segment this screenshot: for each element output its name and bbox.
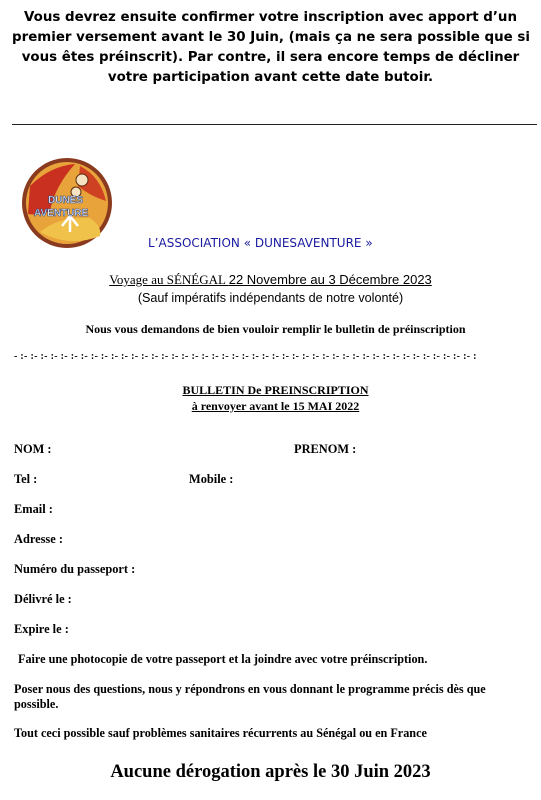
- field-nom: NOM :: [14, 442, 52, 456]
- field-mobile: Mobile :: [189, 472, 234, 486]
- field-email: Email :: [14, 502, 53, 516]
- association-title: L’ASSOCIATION « DUNESAVENTURE »: [148, 236, 373, 250]
- intro-line: premier versement avant le 30 Juin, (mais ça ne sera possible que si: [12, 30, 530, 45]
- request-text: Nous vous demandons de bien vouloir remplir le bulletin de préinscription: [85, 322, 466, 336]
- dunes-aventure-logo: [20, 156, 114, 250]
- field-adresse: Adresse :: [14, 532, 63, 546]
- sanitary-note: Tout ceci possible sauf problèmes sanitaires récurrents au Sénégal ou en France: [14, 726, 427, 740]
- footer-deadline: Aucune dérogation après le 30 Juin 2023: [110, 762, 431, 782]
- intro-line: Vous devrez ensuite confirmer votre inscription avec apport d’un: [23, 10, 517, 25]
- questions-line: Poser nous des questions, nous y répondrons en vous donnant le programme précis dès que: [14, 682, 486, 696]
- photocopy-instruction: Faire une photocopie de votre passeport et la joindre avec votre préinscription.: [18, 652, 428, 666]
- field-issued-date: Délivré le :: [14, 592, 72, 606]
- field-passport-number: Numéro du passeport :: [14, 562, 136, 576]
- logo-text-aventure: AVENTURE: [34, 208, 89, 219]
- bulletin-title: BULLETIN De PREINSCRIPTION: [182, 383, 369, 397]
- field-tel: Tel :: [14, 472, 38, 486]
- intro-line: vous êtes préinscrit). Par contre, il sera encore temps de décliner: [21, 50, 520, 65]
- horizontal-divider: [12, 124, 537, 125]
- dotted-separator: - :- :- :- :- :- :- :- :- :- :- :- :- :- :- :- :- :- :- :- :- :- :- :- :- :- :- :- :- :- :- :- :- :- :- :- :- :- :- :- :- :- :- :- :- :- :: [14, 351, 477, 362]
- bulletin-deadline: à renvoyer avant le 15 MAI 2022: [191, 399, 360, 413]
- intro-line: votre participation avant cette date butoir.: [107, 70, 434, 85]
- voyage-prefix: Voyage au SÉNÉGAL: [109, 272, 229, 287]
- intro-paragraph: [12, 8, 529, 88]
- logo-text-dunes: DUNES: [48, 195, 84, 206]
- bulletin-heading: [0, 382, 541, 414]
- questions-instruction: [14, 682, 529, 712]
- field-prenom: PRENOM :: [294, 442, 357, 456]
- voyage-note: (Sauf impératifs indépendants de notre volonté): [137, 291, 404, 305]
- questions-line: possible.: [14, 697, 59, 711]
- field-expiry-date: Expire le :: [14, 622, 69, 636]
- voyage-dates: 22 Novembre au 3 Décembre 2023: [228, 272, 432, 287]
- voyage-heading: [0, 272, 541, 288]
